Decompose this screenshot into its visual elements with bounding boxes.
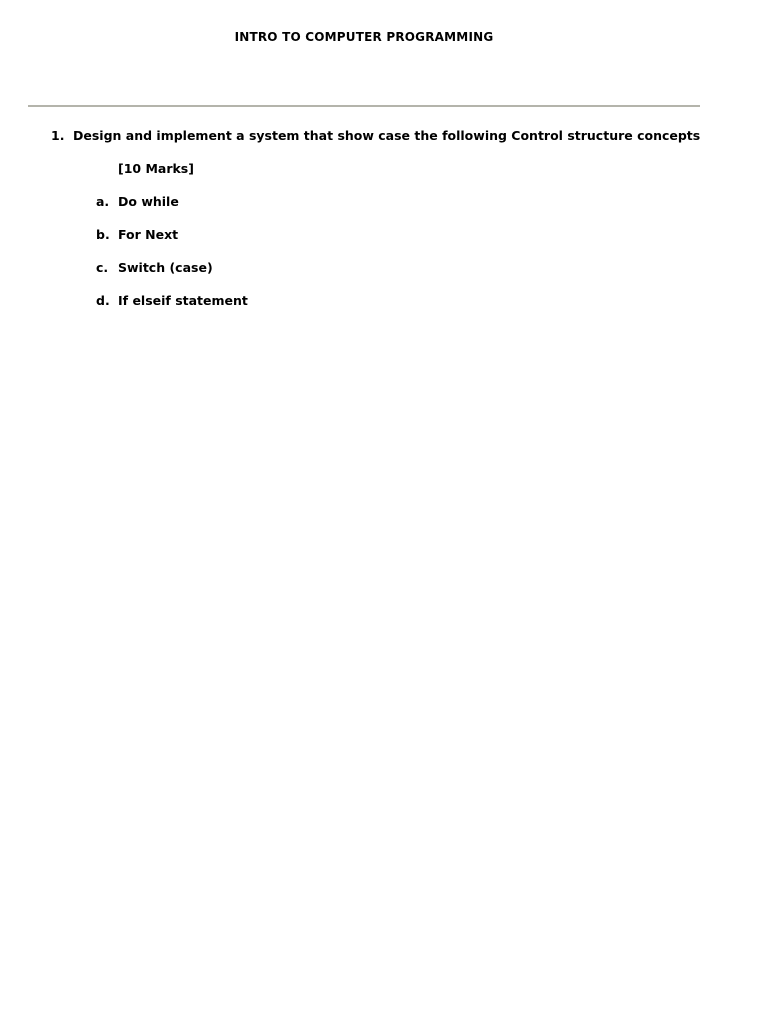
list-item-letter: d. [96, 293, 110, 308]
list-item-text: Switch (case) [118, 260, 213, 275]
list-item [96, 293, 248, 326]
question-marks: [10 Marks] [118, 161, 194, 176]
list-item [96, 227, 248, 260]
list-item-text: If elseif statement [118, 293, 248, 308]
list-item [96, 194, 248, 227]
list-item-text: Do while [118, 194, 179, 209]
list-item-text: For Next [118, 227, 179, 242]
question-1 [51, 128, 700, 143]
question-text: Design and implement a system that show case the following Control structure concepts [73, 128, 701, 143]
list-item [96, 260, 248, 293]
list-item-letter: a. [96, 194, 110, 209]
sub-question-list [96, 194, 248, 326]
page-title: INTRO TO COMPUTER PROGRAMMING [234, 30, 494, 44]
header-divider [28, 105, 700, 107]
list-item-letter: b. [96, 227, 110, 242]
question-number: 1. [51, 128, 65, 143]
list-item-letter: c. [96, 260, 109, 275]
